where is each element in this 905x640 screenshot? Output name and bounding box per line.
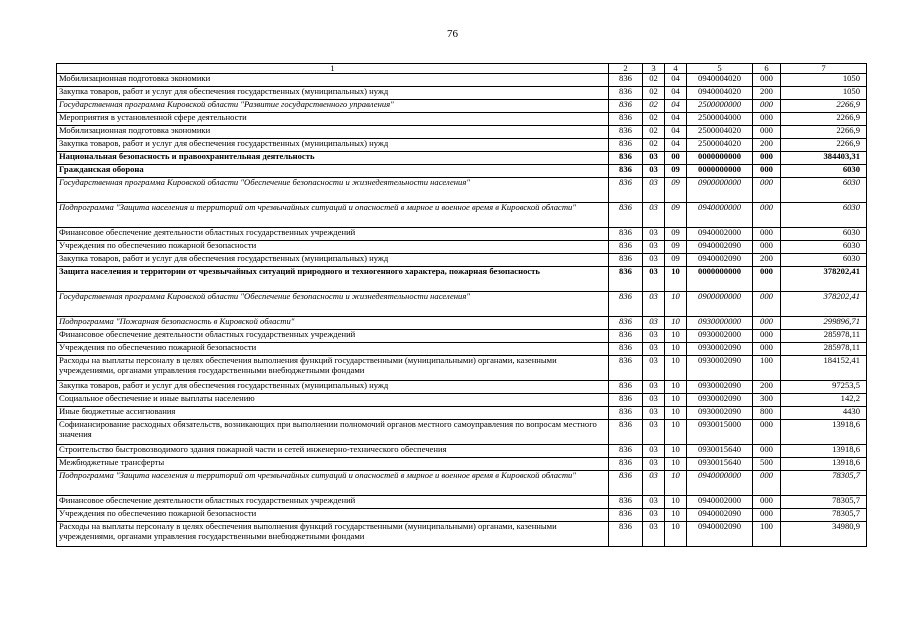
row-code-cell: 836 bbox=[609, 407, 643, 420]
table-row bbox=[57, 292, 867, 317]
table-row bbox=[57, 139, 867, 152]
row-subsection-cell: 09 bbox=[665, 178, 687, 203]
row-type-cell: 000 bbox=[753, 203, 781, 228]
row-subsection-cell: 09 bbox=[665, 203, 687, 228]
table-row bbox=[57, 356, 867, 381]
row-amount-cell: 34980,9 bbox=[781, 522, 867, 547]
row-subsection-cell: 10 bbox=[665, 292, 687, 317]
table-row bbox=[57, 87, 867, 100]
row-amount-cell: 4430 bbox=[781, 407, 867, 420]
row-amount-cell: 78305,7 bbox=[781, 471, 867, 496]
row-target-cell: 2500004020 bbox=[687, 126, 753, 139]
row-name-cell: Расходы на выплаты персоналу в целях обеспечения выполнения функций государственными (муниципальными) органами, казенными учреждениями, органами управления государственными внебюджетными фондами bbox=[57, 522, 609, 547]
row-subsection-cell: 10 bbox=[665, 458, 687, 471]
table-row bbox=[57, 330, 867, 343]
row-section-cell: 03 bbox=[643, 381, 665, 394]
row-section-cell: 03 bbox=[643, 356, 665, 381]
row-code-cell: 836 bbox=[609, 241, 643, 254]
row-target-cell: 0000000000 bbox=[687, 152, 753, 165]
row-target-cell: 0930015640 bbox=[687, 458, 753, 471]
row-code-cell: 836 bbox=[609, 330, 643, 343]
table-row bbox=[57, 420, 867, 445]
row-subsection-cell: 04 bbox=[665, 87, 687, 100]
row-section-cell: 03 bbox=[643, 458, 665, 471]
table-row bbox=[57, 445, 867, 458]
row-name-cell: Мероприятия в установленной сфере деятельности bbox=[57, 113, 609, 126]
row-type-cell: 000 bbox=[753, 178, 781, 203]
table-header-row bbox=[57, 64, 867, 74]
table-row bbox=[57, 228, 867, 241]
row-name-cell: Межбюджетные трансферты bbox=[57, 458, 609, 471]
row-subsection-cell: 10 bbox=[665, 343, 687, 356]
row-target-cell: 0900000000 bbox=[687, 178, 753, 203]
row-target-cell: 0930015640 bbox=[687, 445, 753, 458]
row-amount-cell: 78305,7 bbox=[781, 509, 867, 522]
table-row bbox=[57, 407, 867, 420]
row-type-cell: 500 bbox=[753, 458, 781, 471]
row-amount-cell: 299896,71 bbox=[781, 317, 867, 330]
table-row bbox=[57, 343, 867, 356]
row-amount-cell: 6030 bbox=[781, 178, 867, 203]
row-section-cell: 03 bbox=[643, 343, 665, 356]
row-name-cell: Строительство быстровозводимого здания пожарной части и сетей инженерно-технического обеспечения bbox=[57, 445, 609, 458]
row-section-cell: 03 bbox=[643, 407, 665, 420]
row-type-cell: 000 bbox=[753, 152, 781, 165]
row-name-cell: Закупка товаров, работ и услуг для обеспечения государственных (муниципальных) нужд bbox=[57, 139, 609, 152]
row-section-cell: 03 bbox=[643, 522, 665, 547]
row-section-cell: 03 bbox=[643, 292, 665, 317]
row-amount-cell: 13918,6 bbox=[781, 420, 867, 445]
row-code-cell: 836 bbox=[609, 74, 643, 87]
row-amount-cell: 6030 bbox=[781, 241, 867, 254]
row-section-cell: 03 bbox=[643, 241, 665, 254]
row-code-cell: 836 bbox=[609, 317, 643, 330]
row-name-cell: Финансовое обеспечение деятельности областных государственных учреждений bbox=[57, 330, 609, 343]
row-amount-cell: 378202,41 bbox=[781, 267, 867, 292]
row-type-cell: 000 bbox=[753, 100, 781, 113]
row-name-cell: Учреждения по обеспечению пожарной безопасности bbox=[57, 509, 609, 522]
table-row bbox=[57, 267, 867, 292]
row-section-cell: 03 bbox=[643, 471, 665, 496]
row-section-cell: 03 bbox=[643, 228, 665, 241]
row-subsection-cell: 10 bbox=[665, 394, 687, 407]
row-subsection-cell: 04 bbox=[665, 113, 687, 126]
row-subsection-cell: 00 bbox=[665, 152, 687, 165]
row-section-cell: 03 bbox=[643, 267, 665, 292]
row-target-cell: 0930002090 bbox=[687, 394, 753, 407]
row-code-cell: 836 bbox=[609, 471, 643, 496]
row-type-cell: 100 bbox=[753, 356, 781, 381]
row-name-cell: Закупка товаров, работ и услуг для обеспечения государственных (муниципальных) нужд bbox=[57, 87, 609, 100]
row-name-cell: Учреждения по обеспечению пожарной безопасности bbox=[57, 241, 609, 254]
header-cell: 6 bbox=[753, 64, 781, 74]
row-subsection-cell: 10 bbox=[665, 356, 687, 381]
row-subsection-cell: 10 bbox=[665, 267, 687, 292]
row-subsection-cell: 04 bbox=[665, 139, 687, 152]
header-cell: 2 bbox=[609, 64, 643, 74]
row-target-cell: 0940002090 bbox=[687, 509, 753, 522]
row-name-cell: Софинансирование расходных обязательств, возникающих при выполнении полномочий органов местного самоуправления по вопросам местного значения bbox=[57, 420, 609, 445]
table-row bbox=[57, 458, 867, 471]
row-section-cell: 02 bbox=[643, 100, 665, 113]
row-code-cell: 836 bbox=[609, 267, 643, 292]
row-name-cell: Государственная программа Кировской области "Обеспечение безопасности и жизнедеятельности населения" bbox=[57, 292, 609, 317]
row-target-cell: 0930002090 bbox=[687, 343, 753, 356]
row-target-cell: 0930002090 bbox=[687, 381, 753, 394]
row-name-cell: Государственная программа Кировской области "Обеспечение безопасности и жизнедеятельности населения" bbox=[57, 178, 609, 203]
table-row bbox=[57, 113, 867, 126]
row-section-cell: 02 bbox=[643, 139, 665, 152]
row-code-cell: 836 bbox=[609, 458, 643, 471]
row-code-cell: 836 bbox=[609, 381, 643, 394]
table-row bbox=[57, 317, 867, 330]
row-target-cell: 0930002090 bbox=[687, 356, 753, 381]
row-name-cell: Закупка товаров, работ и услуг для обеспечения государственных (муниципальных) нужд bbox=[57, 381, 609, 394]
row-name-cell: Национальная безопасность и правоохранительная деятельность bbox=[57, 152, 609, 165]
table-row bbox=[57, 381, 867, 394]
row-name-cell: Закупка товаров, работ и услуг для обеспечения государственных (муниципальных) нужд bbox=[57, 254, 609, 267]
row-target-cell: 0940000000 bbox=[687, 471, 753, 496]
row-target-cell: 0900000000 bbox=[687, 292, 753, 317]
table-row bbox=[57, 496, 867, 509]
row-section-cell: 02 bbox=[643, 87, 665, 100]
row-name-cell: Подпрограмма "Защита населения и территорий от чрезвычайных ситуаций и опасностей в мирное и военное время в Кировской области" bbox=[57, 471, 609, 496]
row-type-cell: 000 bbox=[753, 330, 781, 343]
row-target-cell: 0940004020 bbox=[687, 87, 753, 100]
row-code-cell: 836 bbox=[609, 100, 643, 113]
row-name-cell: Государственная программа Кировской области "Развитие государственного управления" bbox=[57, 100, 609, 113]
row-type-cell: 000 bbox=[753, 343, 781, 356]
row-code-cell: 836 bbox=[609, 152, 643, 165]
header-cell: 3 bbox=[643, 64, 665, 74]
row-section-cell: 03 bbox=[643, 317, 665, 330]
row-section-cell: 02 bbox=[643, 74, 665, 87]
row-amount-cell: 1050 bbox=[781, 87, 867, 100]
row-section-cell: 03 bbox=[643, 509, 665, 522]
row-target-cell: 0940004020 bbox=[687, 74, 753, 87]
row-type-cell: 300 bbox=[753, 394, 781, 407]
row-code-cell: 836 bbox=[609, 139, 643, 152]
header-cell: 7 bbox=[781, 64, 867, 74]
header-cell: 1 bbox=[57, 64, 609, 74]
row-name-cell: Мобилизационная подготовка экономики bbox=[57, 126, 609, 139]
row-amount-cell: 285978,11 bbox=[781, 330, 867, 343]
row-subsection-cell: 10 bbox=[665, 471, 687, 496]
row-type-cell: 000 bbox=[753, 445, 781, 458]
row-name-cell: Учреждения по обеспечению пожарной безопасности bbox=[57, 343, 609, 356]
row-type-cell: 100 bbox=[753, 522, 781, 547]
table-row bbox=[57, 74, 867, 87]
row-section-cell: 03 bbox=[643, 496, 665, 509]
row-type-cell: 000 bbox=[753, 241, 781, 254]
table-body bbox=[57, 64, 867, 547]
row-section-cell: 03 bbox=[643, 254, 665, 267]
row-amount-cell: 6030 bbox=[781, 254, 867, 267]
row-amount-cell: 384403,31 bbox=[781, 152, 867, 165]
row-amount-cell: 13918,6 bbox=[781, 445, 867, 458]
row-section-cell: 03 bbox=[643, 394, 665, 407]
row-name-cell: Иные бюджетные ассигнования bbox=[57, 407, 609, 420]
row-amount-cell: 285978,11 bbox=[781, 343, 867, 356]
row-code-cell: 836 bbox=[609, 292, 643, 317]
row-subsection-cell: 10 bbox=[665, 420, 687, 445]
row-code-cell: 836 bbox=[609, 394, 643, 407]
row-amount-cell: 378202,41 bbox=[781, 292, 867, 317]
row-subsection-cell: 09 bbox=[665, 165, 687, 178]
row-amount-cell: 2266,9 bbox=[781, 113, 867, 126]
header-cell: 4 bbox=[665, 64, 687, 74]
page-number: 76 bbox=[447, 28, 458, 40]
row-code-cell: 836 bbox=[609, 509, 643, 522]
row-type-cell: 200 bbox=[753, 381, 781, 394]
row-type-cell: 200 bbox=[753, 87, 781, 100]
row-subsection-cell: 09 bbox=[665, 254, 687, 267]
table-row bbox=[57, 126, 867, 139]
row-name-cell: Подпрограмма "Пожарная безопасность в Кировской области" bbox=[57, 317, 609, 330]
row-amount-cell: 1050 bbox=[781, 74, 867, 87]
table-row bbox=[57, 178, 867, 203]
row-type-cell: 000 bbox=[753, 292, 781, 317]
header-cell: 5 bbox=[687, 64, 753, 74]
row-subsection-cell: 09 bbox=[665, 241, 687, 254]
row-type-cell: 200 bbox=[753, 254, 781, 267]
row-name-cell: Подпрограмма "Защита населения и территорий от чрезвычайных ситуаций и опасностей в мирное и военное время в Кировской области" bbox=[57, 203, 609, 228]
row-code-cell: 836 bbox=[609, 203, 643, 228]
row-type-cell: 000 bbox=[753, 471, 781, 496]
row-target-cell: 0930015000 bbox=[687, 420, 753, 445]
row-subsection-cell: 04 bbox=[665, 126, 687, 139]
row-type-cell: 000 bbox=[753, 228, 781, 241]
row-amount-cell: 97253,5 bbox=[781, 381, 867, 394]
row-subsection-cell: 10 bbox=[665, 522, 687, 547]
row-code-cell: 836 bbox=[609, 165, 643, 178]
row-name-cell: Защита населения и территории от чрезвычайных ситуаций природного и техногенного характера, пожарная безопасность bbox=[57, 267, 609, 292]
row-target-cell: 0940002090 bbox=[687, 254, 753, 267]
row-code-cell: 836 bbox=[609, 522, 643, 547]
row-name-cell: Мобилизационная подготовка экономики bbox=[57, 74, 609, 87]
row-subsection-cell: 04 bbox=[665, 74, 687, 87]
table-row bbox=[57, 394, 867, 407]
row-code-cell: 836 bbox=[609, 254, 643, 267]
row-type-cell: 000 bbox=[753, 113, 781, 126]
row-code-cell: 836 bbox=[609, 228, 643, 241]
table-row bbox=[57, 522, 867, 547]
row-type-cell: 200 bbox=[753, 139, 781, 152]
row-amount-cell: 6030 bbox=[781, 228, 867, 241]
row-code-cell: 836 bbox=[609, 445, 643, 458]
table-row bbox=[57, 203, 867, 228]
row-target-cell: 0940002090 bbox=[687, 241, 753, 254]
row-section-cell: 03 bbox=[643, 165, 665, 178]
row-code-cell: 836 bbox=[609, 178, 643, 203]
table-row bbox=[57, 254, 867, 267]
row-subsection-cell: 10 bbox=[665, 509, 687, 522]
row-code-cell: 836 bbox=[609, 343, 643, 356]
row-target-cell: 0940002090 bbox=[687, 522, 753, 547]
row-target-cell: 0930002000 bbox=[687, 330, 753, 343]
row-name-cell: Гражданская оборона bbox=[57, 165, 609, 178]
row-name-cell: Финансовое обеспечение деятельности областных государственных учреждений bbox=[57, 496, 609, 509]
row-type-cell: 000 bbox=[753, 496, 781, 509]
row-subsection-cell: 09 bbox=[665, 228, 687, 241]
row-name-cell: Финансовое обеспечение деятельности областных государственных учреждений bbox=[57, 228, 609, 241]
table-row bbox=[57, 471, 867, 496]
row-code-cell: 836 bbox=[609, 420, 643, 445]
row-target-cell: 2500000000 bbox=[687, 100, 753, 113]
row-code-cell: 836 bbox=[609, 496, 643, 509]
row-section-cell: 03 bbox=[643, 420, 665, 445]
row-target-cell: 2500004020 bbox=[687, 139, 753, 152]
row-section-cell: 03 bbox=[643, 445, 665, 458]
row-subsection-cell: 10 bbox=[665, 496, 687, 509]
row-amount-cell: 142,2 bbox=[781, 394, 867, 407]
row-target-cell: 0930000000 bbox=[687, 317, 753, 330]
row-section-cell: 03 bbox=[643, 330, 665, 343]
row-type-cell: 800 bbox=[753, 407, 781, 420]
row-section-cell: 03 bbox=[643, 178, 665, 203]
table-row bbox=[57, 509, 867, 522]
row-name-cell: Расходы на выплаты персоналу в целях обеспечения выполнения функций государственными (муниципальными) органами, казенными учреждениями, органами управления государственными внебюджетными фондами bbox=[57, 356, 609, 381]
table-row bbox=[57, 165, 867, 178]
row-code-cell: 836 bbox=[609, 113, 643, 126]
row-subsection-cell: 10 bbox=[665, 381, 687, 394]
row-type-cell: 000 bbox=[753, 74, 781, 87]
row-subsection-cell: 04 bbox=[665, 100, 687, 113]
row-amount-cell: 13918,6 bbox=[781, 458, 867, 471]
row-type-cell: 000 bbox=[753, 126, 781, 139]
row-type-cell: 000 bbox=[753, 165, 781, 178]
row-amount-cell: 78305,7 bbox=[781, 496, 867, 509]
budget-table bbox=[56, 63, 867, 547]
row-subsection-cell: 10 bbox=[665, 330, 687, 343]
row-amount-cell: 6030 bbox=[781, 203, 867, 228]
row-type-cell: 000 bbox=[753, 267, 781, 292]
row-target-cell: 0940002000 bbox=[687, 496, 753, 509]
row-target-cell: 0940000000 bbox=[687, 203, 753, 228]
row-type-cell: 000 bbox=[753, 317, 781, 330]
row-amount-cell: 6030 bbox=[781, 165, 867, 178]
row-amount-cell: 2266,9 bbox=[781, 139, 867, 152]
row-code-cell: 836 bbox=[609, 356, 643, 381]
row-type-cell: 000 bbox=[753, 420, 781, 445]
row-target-cell: 0000000000 bbox=[687, 165, 753, 178]
row-target-cell: 0000000000 bbox=[687, 267, 753, 292]
row-subsection-cell: 10 bbox=[665, 317, 687, 330]
row-section-cell: 03 bbox=[643, 203, 665, 228]
table-row bbox=[57, 241, 867, 254]
row-amount-cell: 2266,9 bbox=[781, 126, 867, 139]
row-target-cell: 0930002090 bbox=[687, 407, 753, 420]
row-type-cell: 000 bbox=[753, 509, 781, 522]
row-subsection-cell: 10 bbox=[665, 407, 687, 420]
row-section-cell: 02 bbox=[643, 113, 665, 126]
row-subsection-cell: 10 bbox=[665, 445, 687, 458]
row-code-cell: 836 bbox=[609, 126, 643, 139]
table-row bbox=[57, 152, 867, 165]
row-section-cell: 03 bbox=[643, 152, 665, 165]
row-amount-cell: 184152,41 bbox=[781, 356, 867, 381]
row-target-cell: 2500004000 bbox=[687, 113, 753, 126]
row-section-cell: 02 bbox=[643, 126, 665, 139]
row-code-cell: 836 bbox=[609, 87, 643, 100]
table-row bbox=[57, 100, 867, 113]
row-target-cell: 0940002000 bbox=[687, 228, 753, 241]
row-amount-cell: 2266,9 bbox=[781, 100, 867, 113]
row-name-cell: Социальное обеспечение и иные выплаты населению bbox=[57, 394, 609, 407]
